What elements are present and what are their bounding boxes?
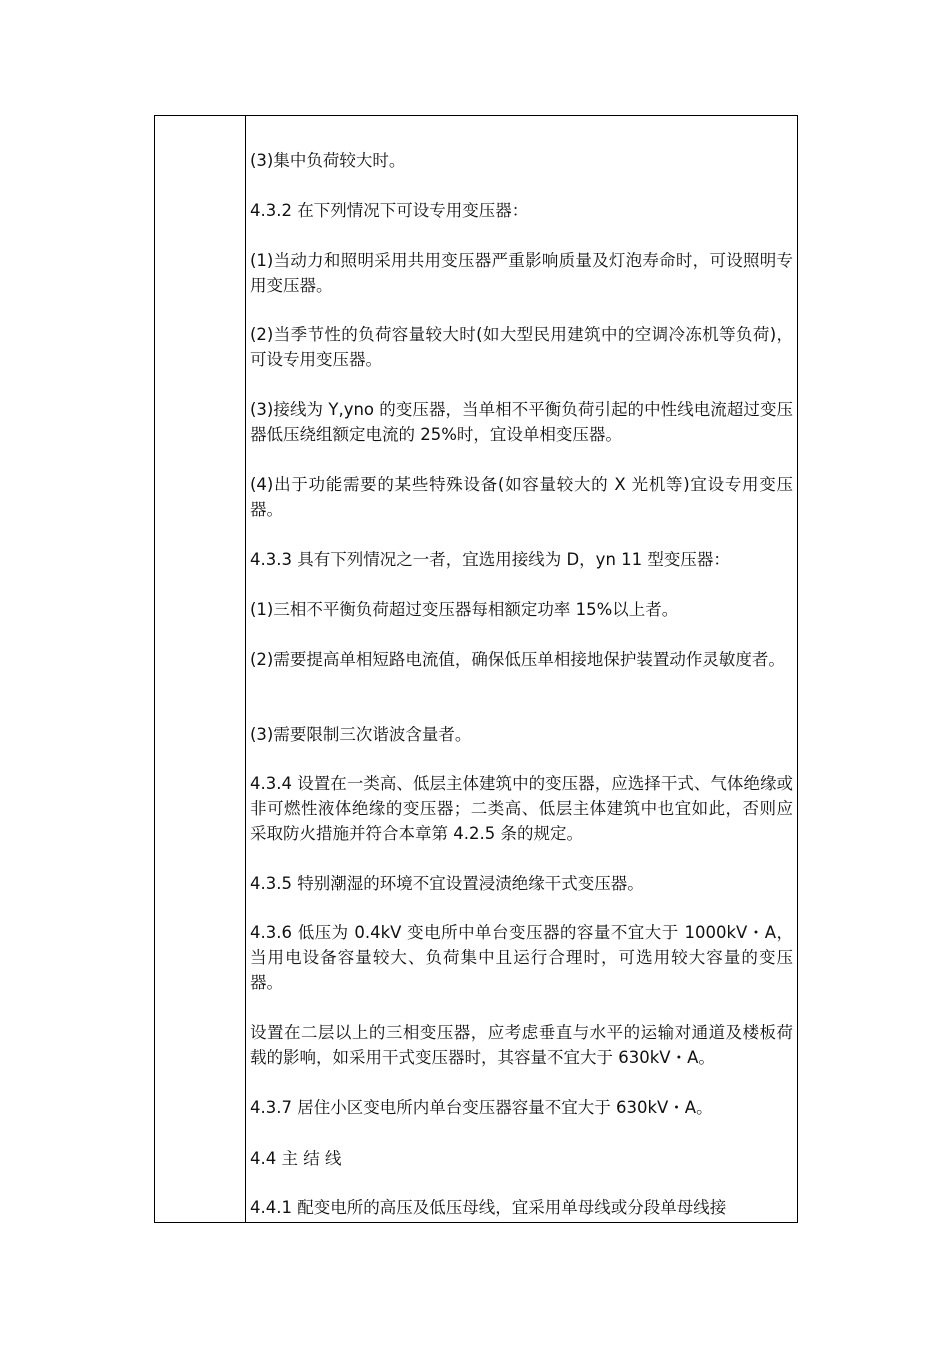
section-4-4-heading: 4.4 主 结 线 — [250, 1149, 342, 1168]
clause-4-4-1: 4.4.1 配变电所的高压及低压母线，宜采用单母线或分段单母线接 — [250, 1198, 727, 1217]
item-1-unbalanced-load: (1)三相不平衡负荷超过变压器每相额定功率 15%以上者。 — [250, 600, 679, 619]
paragraph-upper-floor-transformer: 设置在二层以上的三相变压器，应考虑垂直与水平的运输对通道及楼板荷载的影响，如采用干式变压器时，其容量不宜大于 630kV・A。 — [250, 1023, 793, 1067]
clause-4-3-6: 4.3.6 低压为 0.4kV 变电所中单台变压器的容量不宜大于 1000kV・A，当用电设备容量较大、负荷集中且运行合理时，可选用较大容量的变压器。 — [250, 923, 793, 992]
item-2-short-circuit-current: (2)需要提高单相短路电流值，确保低压单相接地保护装置动作灵敏度者。 — [250, 650, 785, 669]
item-2-seasonal-load: (2)当季节性的负荷容量较大时(如大型民用建筑中的空调冷冻机等负荷)，可设专用变压器。 — [250, 325, 793, 369]
clause-4-3-5: 4.3.5 特别潮湿的环境不宜设置浸渍绝缘干式变压器。 — [250, 874, 644, 893]
item-3-single-phase: (3)接线为 Y,yno 的变压器，当单相不平衡负荷引起的中性线电流超过变压器低压绕组额定电流的 25%时，宜设单相变压器。 — [250, 400, 793, 444]
paragraph-3-concentrated-load: (3)集中负荷较大时。 — [250, 151, 406, 170]
document-table — [154, 115, 798, 1223]
item-4-special-equipment: (4)出于功能需要的某些特殊设备(如容量较大的 X 光机等)宜设专用变压器。 — [250, 475, 793, 519]
table-left-column — [155, 116, 246, 1222]
clause-4-3-2: 4.3.2 在下列情况下可设专用变压器： — [250, 201, 529, 220]
clause-4-3-4: 4.3.4 设置在一类高、低层主体建筑中的变压器，应选择干式、气体绝缘或非可燃性液体绝缘的变压器；二类高、低层主体建筑中也宜如此，否则应采取防火措施并符合本章第 4.2.5 条的规定。 — [250, 774, 793, 843]
item-1-lighting-transformer: (1)当动力和照明采用共用变压器严重影响质量及灯泡寿命时，可设照明专用变压器。 — [250, 251, 793, 295]
item-3-harmonics: (3)需要限制三次谐波含量者。 — [250, 725, 472, 744]
clause-4-3-7: 4.3.7 居住小区变电所内单台变压器容量不宜大于 630kV・A。 — [250, 1098, 713, 1117]
table-content-cell — [246, 116, 797, 1222]
clause-4-3-3: 4.3.3 具有下列情况之一者，宜选用接线为 D，yn 11 型变压器： — [250, 550, 730, 569]
